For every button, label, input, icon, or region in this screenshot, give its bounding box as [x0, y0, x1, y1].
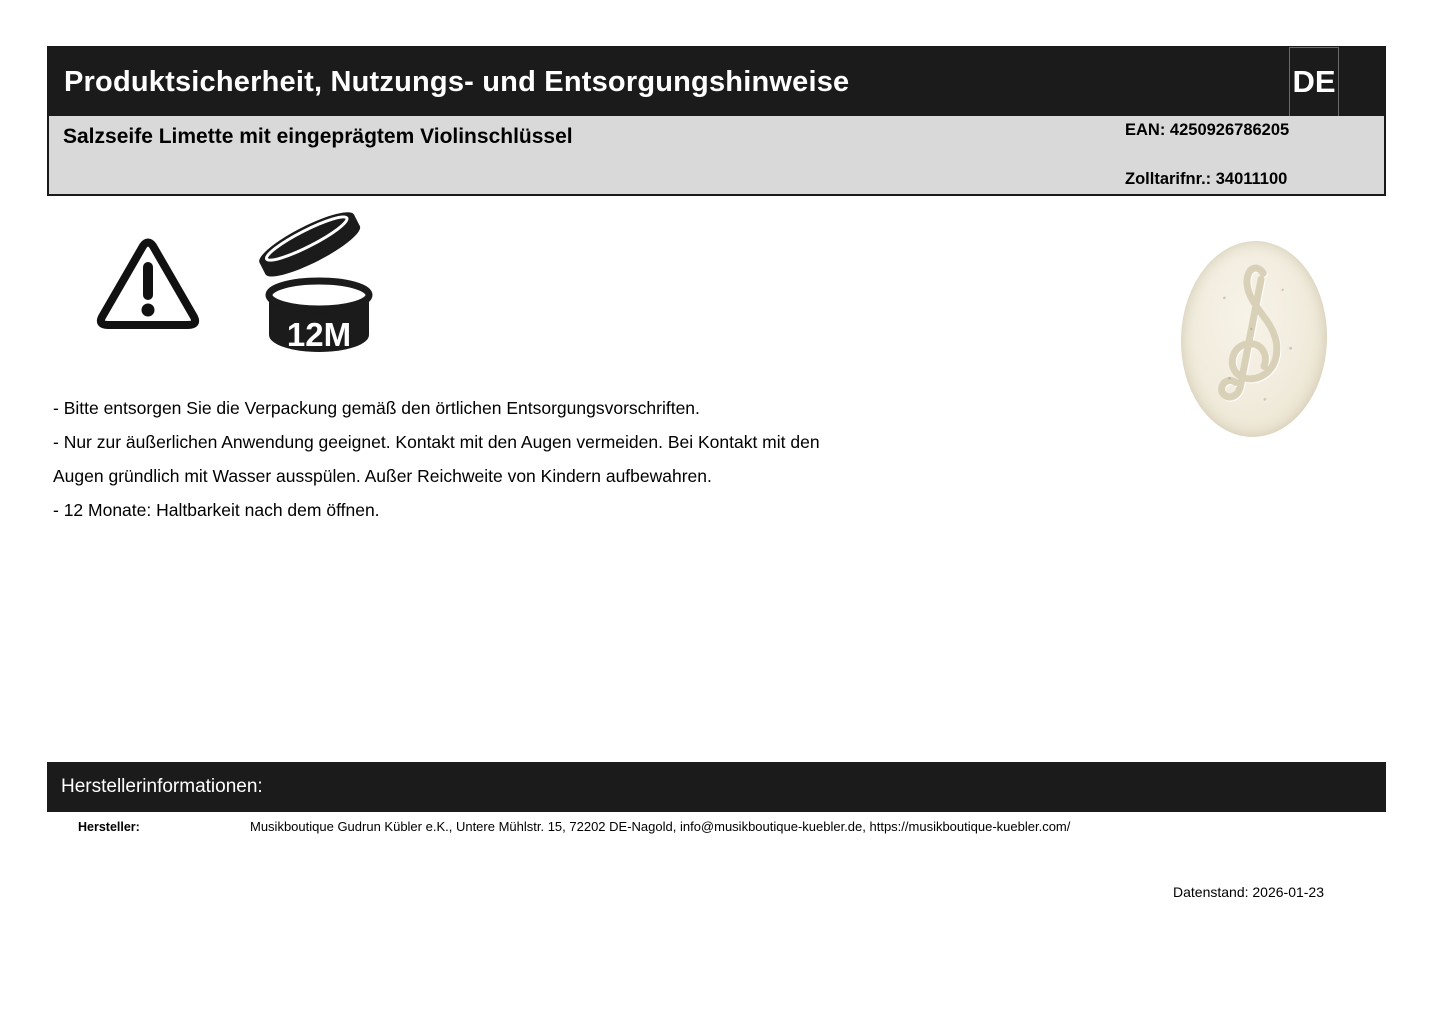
safety-line: Augen gründlich mit Wasser ausspülen. Außer Reichweite von Kindern aufbewahren.: [53, 466, 712, 486]
safety-line: - 12 Monate: Haltbarkeit nach dem öffnen.: [53, 500, 380, 520]
language-code-label: DE: [1292, 64, 1336, 99]
safety-instructions: [53, 391, 820, 527]
ean-value: EAN: 4250926786205: [1125, 121, 1290, 139]
safety-line: - Nur zur äußerlichen Anwendung geeignet. Kontakt mit den Augen vermeiden. Bei Kontakt mit den: [53, 432, 820, 452]
page-title: Produktsicherheit, Nutzungs- und Entsorgungshinweise: [64, 65, 850, 98]
manufacturer-section-title: Herstellerinformationen:: [61, 776, 263, 797]
title-bar: [49, 48, 1384, 116]
treble-clef-emboss: [1198, 257, 1310, 421]
manufacturer-value: Musikboutique Gudrun Kübler e.K., Untere Mühlstr. 15, 72202 DE-Nagold, info@musikboutique-kuebler.de, https://musikboutique-kuebler.com/: [250, 819, 1071, 834]
period-after-opening-icon: [247, 207, 379, 357]
header-box: [47, 46, 1386, 196]
data-date: Datenstand: 2026-01-23: [1173, 884, 1324, 900]
pao-lid: [254, 207, 365, 285]
soap-product-image: [1178, 239, 1331, 440]
manufacturer-label: Hersteller:: [78, 820, 140, 834]
language-code-box: [1289, 47, 1339, 117]
warning-triangle-icon: [94, 233, 202, 333]
safety-line: - Bitte entsorgen Sie die Verpackung gemäß den örtlichen Entsorgungsvorschriften.: [53, 398, 700, 418]
product-subheader: [49, 116, 1384, 194]
pao-months-label: 12M: [286, 316, 352, 353]
customs-tariff-number: Zolltarifnr.: 34011100: [1125, 170, 1288, 188]
product-name: Salzseife Limette mit eingeprägtem Violinschlüssel: [63, 125, 573, 148]
manufacturer-section-bar: [47, 762, 1386, 812]
